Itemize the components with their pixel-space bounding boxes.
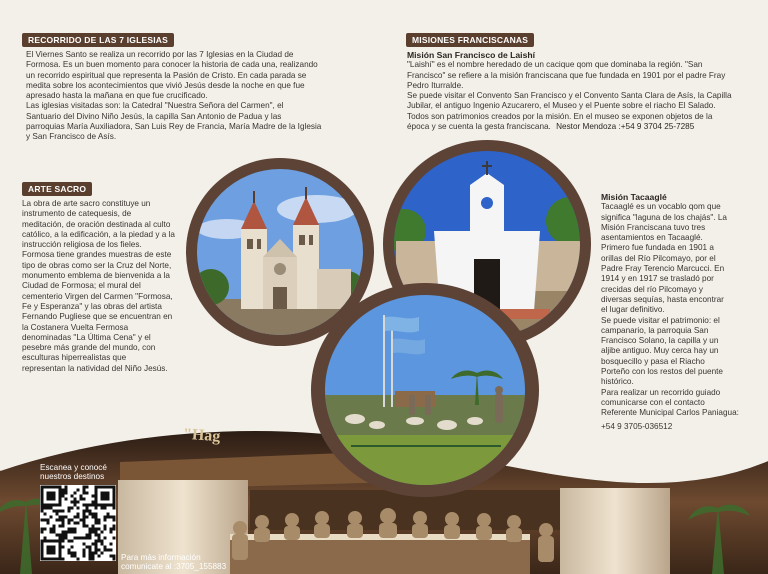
footer-info-line: comunicate al :3705_155883 — [121, 562, 227, 571]
recorrido-line: parroquias María Auxiliadora, San Luis Rey de Francia, María Madre de la Iglesia — [26, 122, 322, 132]
recorrido-line: Las iglesias visitadas son: la Catedral "Nuestra Señora del Carmen", el — [26, 101, 284, 111]
tacaagle-line: diversas sequías, hasta encontrar — [601, 294, 724, 304]
laishi-line: Francisco" se refiere a la misión franciscana que fue fundada en 1901 por el padre Fray — [407, 70, 726, 80]
tacaagle-line: orillas del Río Pilcomayo, por el — [601, 253, 716, 263]
recorrido-line: un recorrido espiritual que representa la Pasión de Cristo. En cada parada se — [26, 70, 307, 80]
tacaagle-line: Francisco Solano, la capilla y un — [601, 336, 719, 346]
recorrido-line: Santuario del Divino Niño Jesús, la capilla San Antonio de Padua y las — [26, 111, 282, 121]
arte-sacro-line: Fernando Pugliese que se encuentran en — [22, 312, 173, 322]
tacaagle-line: comunicarse con el contacto — [601, 397, 705, 407]
qr-caption — [40, 463, 107, 481]
tacaagle-line: asentamientos en Tacaaglé. — [601, 233, 703, 243]
qr-code-icon — [40, 485, 116, 561]
arte-sacro-line: Ciudad de Formosa; el mural del — [22, 281, 141, 291]
tacaagle-line: crecidas del río Pilcomayo y — [601, 284, 703, 294]
recorrido-line: El Viernes Santo se realiza un recorrido por las 7 Iglesias en la Ciudad de — [26, 50, 294, 59]
arte-sacro-line: instrucción religiosa de los fieles. — [22, 240, 142, 250]
footer-contact — [121, 553, 226, 571]
tacaagle-title: Misión Tacaaglé — [601, 192, 667, 202]
arte-sacro-line: representan la natividad del Niño Jesús. — [22, 363, 168, 373]
tacaagle-line: Para realizar un recorrido guiado — [601, 387, 721, 397]
arte-sacro-section-tag: ARTE SACRO — [22, 182, 92, 196]
banner-lettering: "Hag — [182, 425, 221, 446]
tacaagle-line: campanario, la parroquia San — [601, 325, 709, 335]
tacaagle-line: Tacaaglé es un vocablo qom que — [601, 202, 721, 212]
nativity-photo — [325, 295, 525, 485]
laishi-line: Pedro Iturralde. — [407, 80, 464, 90]
laishi-line-last: época y se cuenta la gesta franciscana. — [407, 122, 551, 132]
arte-sacro-line: cementerio Virgen del Carmen "Formosa, — [22, 291, 173, 301]
arte-sacro-line: tipo de obras como ser la Cruz del Norte, — [22, 260, 172, 270]
recorrido-line: apresado hasta la mañana en que fue crucificado. — [26, 91, 208, 101]
recorrido-line: y San Francisco de Asís. — [26, 132, 117, 142]
recorrido-section-tag: RECORRIDO DE LAS 7 IGLESIAS — [22, 33, 174, 47]
arte-sacro-line: pesebre más grande del mundo, con — [22, 343, 156, 353]
laishi-line: Se puede visitar el Convento San Francisco y el Convento Santa Clara de Asís, la Capilla — [407, 91, 732, 101]
tacaagle-text — [601, 192, 765, 432]
arte-sacro-line: la Costanera Vuelta Fermosa — [22, 322, 129, 332]
arte-sacro-line: esculturas hiperrealistas que — [22, 353, 127, 363]
qr-code[interactable] — [40, 485, 116, 561]
tacaagle-line: histórico. — [601, 377, 634, 387]
tacaagle-line: significa "laguna de los chajás". La — [601, 212, 727, 222]
tacaagle-line: Referente Municipal Carlos Paniagua: — [601, 408, 739, 418]
laishi-line: Jubilar, el antiguo Ingenio Azucarero, el Museo y el Puente sobre el riacho El Salado. — [407, 101, 716, 111]
footer-info-line: Para más información — [121, 553, 201, 562]
arte-sacro-line: denominadas "La Última Cena" y el — [22, 332, 151, 342]
laishi-contact: Nestor Mendoza :+54 9 3704 25-7285 — [556, 122, 695, 132]
arte-sacro-text — [22, 199, 192, 374]
tacaagle-line: Primero fue fundada en 1901 a — [601, 243, 714, 253]
arte-sacro-line: monumento emblema de bienvenida a la — [22, 271, 170, 281]
tacaagle-line: Porteño con los restos del puente — [601, 367, 723, 377]
tacaagle-line: Padre Fray Terencio Marcucci. En — [601, 264, 725, 274]
tacaagle-phone: +54 9 3705-036512 — [601, 421, 673, 431]
nativity-photo-frame — [311, 283, 539, 497]
arte-sacro-line: católico, a la edificación, a la piedad y a la — [22, 229, 175, 239]
laishi-title: Misión San Francisco de Laishí — [407, 50, 535, 60]
arte-sacro-line: La obra de arte sacro constituye un — [22, 199, 151, 208]
tacaagle-line: bosquecillo y pasa el Riacho — [601, 356, 705, 366]
tacaagle-line: 1914 y en 1917 se trasladó por — [601, 274, 714, 284]
arte-sacro-line: Fe y Esperanza" y las obras del artista — [22, 301, 162, 311]
misiones-section-tag: MISIONES FRANCISCANAS — [406, 33, 534, 47]
tacaagle-line: el lugar definitivo. — [601, 305, 665, 315]
qr-caption-line: Escanea y conocé — [40, 463, 107, 472]
laishi-line: Todos son patrimonios creados por la misión. En el museo se exponen objetos de la — [407, 111, 713, 121]
tacaagle-line: aljibe antiguo. Muy cerca hay un — [601, 346, 719, 356]
laishi-line — [407, 122, 752, 132]
arte-sacro-line: meditación, de oración destinada al culto — [22, 219, 171, 229]
cathedral-photo — [197, 169, 363, 335]
tacaagle-line: Misión Franciscana tuvo tres — [601, 222, 706, 232]
qr-caption-line: nuestros destinos — [40, 472, 105, 481]
arte-sacro-line: instrumento de catequesis, de — [22, 209, 132, 219]
recorrido-line: medita sobre los acontecimientos que vivió Jesús desde la noche en que fue — [26, 80, 305, 90]
recorrido-line: Formosa. Es un buen momento para conocer la historia de cada una, realizando — [26, 60, 318, 70]
laishi-line: "Laishí" es el nombre heredado de un cacique qom que dominaba la región. "San — [407, 60, 703, 70]
tacaagle-line: Se puede visitar el patrimonio: el — [601, 315, 720, 325]
recorrido-text — [26, 50, 356, 143]
arte-sacro-line: Formosa tiene grandes muestras de este — [22, 250, 172, 260]
laishi-text — [407, 50, 752, 132]
